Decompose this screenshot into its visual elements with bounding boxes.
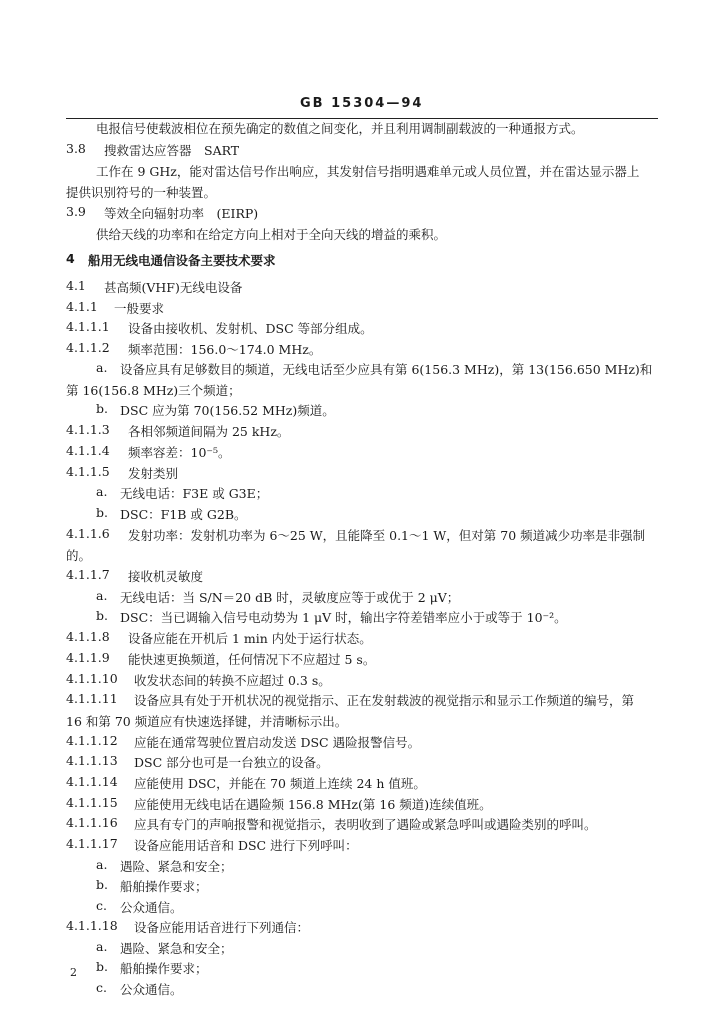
line-text: 收发状态间的转换不应超过 0.3 s。 (134, 673, 331, 688)
line-text: 供给天线的功率和在给定方向上相对于全向天线的增益的乘积。 (96, 227, 447, 242)
text-line (0, 877, 724, 895)
text-line (0, 183, 724, 201)
clause-number: 4.1.1.13 (66, 753, 118, 768)
text-line (0, 422, 724, 440)
line-text: 发射类别 (128, 466, 179, 481)
line-text: DSC 部分也可是一台独立的设备。 (134, 755, 329, 770)
line-text: 船舶操作要求； (120, 879, 208, 894)
text-line (0, 980, 724, 998)
item-letter: c. (96, 898, 107, 913)
item-letter: a. (96, 484, 108, 499)
line-text: 搜救雷达应答器 SART (104, 143, 240, 158)
clause-number: 4 (66, 251, 75, 266)
item-letter: b. (96, 401, 108, 416)
line-text: 电报信号使载波相位在预先确定的数值之间变化，并且利用调制副载波的一种通报方式。 (96, 121, 584, 136)
text-line (0, 629, 724, 647)
text-line (0, 464, 724, 482)
line-text: 第 16(156.8 MHz)三个频道； (66, 383, 241, 398)
line-text: 设备应能在开机后 1 min 内处于运行状态。 (128, 631, 372, 646)
text-line (0, 857, 724, 875)
clause-number: 4.1.1.15 (66, 795, 118, 810)
text-line (0, 567, 724, 585)
line-text: 公众通信。 (120, 982, 183, 997)
text-line (0, 733, 724, 751)
text-line (0, 712, 724, 730)
text-line (0, 443, 724, 461)
line-text: 设备由接收机、发射机、DSC 等部分组成。 (128, 321, 373, 336)
clause-number: 4.1.1.9 (66, 650, 110, 665)
line-text: 16 和第 70 频道应有快速选择键，并清晰标示出。 (66, 714, 348, 729)
text-line (0, 671, 724, 689)
line-text: 设备应能用话音进行下列通信： (134, 920, 310, 935)
line-text: 等效全向辐射功率 (EIRP) (104, 206, 259, 221)
clause-number: 4.1 (66, 278, 86, 293)
item-letter: a. (96, 360, 108, 375)
text-line (0, 815, 724, 833)
clause-number: 4.1.1.1 (66, 319, 110, 334)
section-heading: 船用无线电通信设备主要技术要求 (88, 253, 276, 268)
item-letter: c. (96, 980, 107, 995)
line-text: 应能在通常驾驶位置启动发送 DSC 遇险报警信号。 (134, 735, 421, 750)
line-text: 能快速更换频道，任何情况下不应超过 5 s。 (128, 652, 376, 667)
line-text: 应能使用无线电话在遇险频 156.8 MHz(第 16 频道)连续值班。 (134, 797, 492, 812)
text-line (0, 959, 724, 977)
text-line (0, 774, 724, 792)
text-line (0, 251, 724, 269)
clause-number: 4.1.1.7 (66, 567, 110, 582)
text-line (0, 546, 724, 564)
clause-number: 4.1.1.3 (66, 422, 110, 437)
text-line (0, 650, 724, 668)
clause-number: 4.1.1.4 (66, 443, 110, 458)
line-text: 频率容差：10⁻⁵。 (128, 445, 231, 460)
line-text: 设备应能用话音和 DSC 进行下列呼叫： (134, 838, 358, 853)
clause-number: 4.1.1.5 (66, 464, 110, 479)
page-number: 2 (70, 966, 77, 979)
line-text: 无线电话：当 S/N＝20 dB 时，灵敏度应等于或优于 2 μV； (120, 590, 460, 605)
line-text: 提供识别符号的一种装置。 (66, 185, 217, 200)
text-line (0, 836, 724, 854)
line-text: 一般要求 (114, 301, 165, 316)
line-text: 工作在 9 GHz，能对雷达信号作出响应，其发射信号指明遇难单元或人员位置，并在雷达显示器上 (96, 164, 640, 179)
text-line (0, 162, 724, 180)
item-letter: b. (96, 959, 108, 974)
clause-number: 4.1.1.18 (66, 918, 118, 933)
standard-header: GB 15304—94 (300, 96, 424, 111)
text-line (0, 119, 724, 137)
text-line (0, 401, 724, 419)
clause-number: 4.1.1.2 (66, 340, 110, 355)
line-text: 设备应具有足够数目的频道，无线电话至少应具有第 6(156.3 MHz)，第 13(156.650 MHz)和 (120, 362, 653, 377)
text-line (0, 225, 724, 243)
text-line (0, 753, 724, 771)
clause-number: 4.1.1.17 (66, 836, 118, 851)
item-letter: a. (96, 588, 108, 603)
item-letter: a. (96, 857, 108, 872)
clause-number: 4.1.1.11 (66, 691, 118, 706)
clause-number: 4.1.1.16 (66, 815, 118, 830)
text-line (0, 360, 724, 378)
text-line (0, 588, 724, 606)
clause-number: 3.8 (66, 141, 86, 156)
line-text: 各相邻频道间隔为 25 kHz。 (128, 424, 290, 439)
line-text: 设备应具有处于开机状况的视觉指示、正在发射载波的视觉指示和显示工作频道的编号，第 (134, 693, 635, 708)
line-text: 接收机灵敏度 (128, 569, 204, 584)
line-text: 频率范围：156.0～174.0 MHz。 (128, 342, 322, 357)
line-text: 公众通信。 (120, 900, 183, 915)
line-text: 发射功率：发射机功率为 6～25 W，且能降至 0.1～1 W，但对第 70 频道减少功率是非强制 (128, 528, 646, 543)
clause-number: 4.1.1 (66, 299, 98, 314)
text-line (0, 278, 724, 296)
clause-number: 4.1.1.6 (66, 526, 110, 541)
text-line (0, 608, 724, 626)
clause-number: 4.1.1.12 (66, 733, 118, 748)
item-letter: b. (96, 608, 108, 623)
text-line (0, 526, 724, 544)
text-line (0, 691, 724, 709)
line-text: DSC：F1B 或 G2B。 (120, 507, 247, 522)
item-letter: b. (96, 877, 108, 892)
text-line (0, 898, 724, 916)
text-line (0, 918, 724, 936)
text-line (0, 340, 724, 358)
item-letter: b. (96, 505, 108, 520)
text-line (0, 381, 724, 399)
line-text: 应具有专门的声响报警和视觉指示，表明收到了遇险或紧急呼叫或遇险类别的呼叫。 (134, 817, 597, 832)
text-line (0, 505, 724, 523)
line-text: 船舶操作要求； (120, 961, 208, 976)
text-line (0, 299, 724, 317)
text-line (0, 141, 724, 159)
text-line (0, 484, 724, 502)
text-line (0, 319, 724, 337)
clause-number: 4.1.1.14 (66, 774, 118, 789)
clause-number: 4.1.1.8 (66, 629, 110, 644)
line-text: 应能使用 DSC，并能在 70 频道上连续 24 h 值班。 (134, 776, 426, 791)
text-line (0, 795, 724, 813)
clause-number: 3.9 (66, 204, 86, 219)
item-letter: a. (96, 939, 108, 954)
line-text: 遇险、紧急和安全； (120, 941, 233, 956)
clause-number: 4.1.1.10 (66, 671, 118, 686)
line-text: DSC：当已调输入信号电动势为 1 μV 时，输出字符差错率应小于或等于 10⁻²。 (120, 610, 567, 625)
line-text: 的。 (66, 548, 92, 563)
line-text: 无线电话：F3E 或 G3E； (120, 486, 269, 501)
line-text: 遇险、紧急和安全； (120, 859, 233, 874)
line-text: DSC 应为第 70(156.52 MHz)频道。 (120, 403, 335, 418)
text-line (0, 939, 724, 957)
line-text: 甚高频(VHF)无线电设备 (104, 280, 243, 295)
text-line (0, 204, 724, 222)
